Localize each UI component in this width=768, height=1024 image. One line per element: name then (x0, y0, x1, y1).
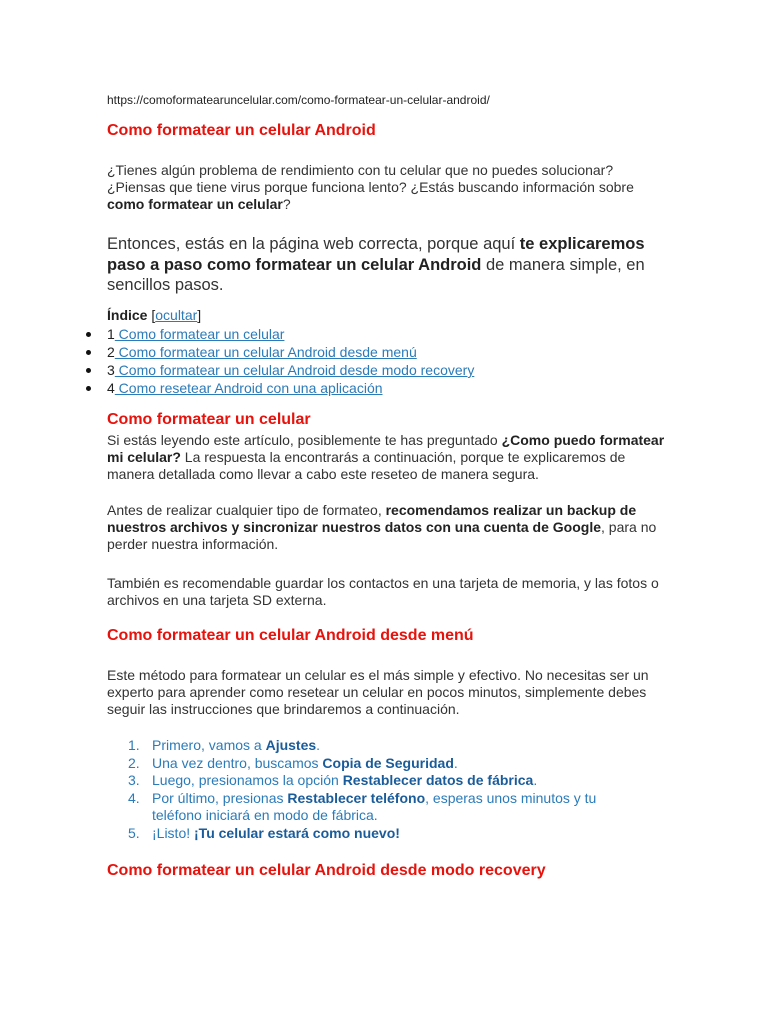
section2-paragraph-1: Este método para formatear un celular es el más simple y efectivo. No necesitas ser un experto para aprender como resetear un celular en pocos minutos, simplemente debes seguir las instrucciones que brindaremos a continuación. (107, 667, 649, 717)
toc-toggle-link[interactable]: ocultar (155, 307, 198, 323)
list-item (107, 772, 647, 790)
step-number: 4. (128, 789, 140, 806)
section1-heading: Como formatear un celular (107, 411, 311, 428)
toc-label: Índice (107, 307, 148, 323)
step-bold: Ajustes (265, 737, 317, 753)
list-item (107, 790, 647, 825)
section1-paragraph-1 (107, 432, 667, 483)
steps-list (107, 737, 647, 842)
toc-bracket-open: [ (151, 307, 156, 323)
toc-header (107, 307, 201, 323)
toc-link-como-formatear[interactable]: Como formatear un celular (114, 326, 285, 342)
intro-paragraph-2 (107, 234, 687, 296)
toc-item-number: 3 (107, 362, 115, 378)
step-number: 3. (128, 772, 140, 788)
intro-paragraph-1 (107, 162, 667, 213)
section1-p1-text: Si estás leyendo este artículo, posiblemente te has preguntado (107, 432, 502, 448)
toc-item (0, 379, 474, 397)
toc-item (0, 343, 474, 361)
source-url: https://comoformatearuncelular.com/como-formatear-un-celular-android/ (107, 93, 490, 107)
list-item (107, 825, 647, 843)
step-number: 2. (128, 754, 140, 771)
step-bold: Copia de Seguridad (322, 754, 454, 771)
section1-p2-text: Antes de realizar cualquier tipo de formateo, (107, 502, 386, 518)
section3-heading: Como formatear un celular Android desde modo recovery (107, 862, 546, 879)
step-text: Luego, presionamos la opción (152, 772, 343, 788)
toc-link-aplicacion[interactable]: Como resetear Android con una aplicación (114, 380, 383, 396)
intro-p2-end: de manera simple, en sencillos pasos. (107, 255, 645, 294)
section2-heading: Como formatear un celular Android desde menú (107, 627, 474, 644)
toc-item-number: 4 (107, 380, 115, 396)
section1-p2-bold: recomendamos realizar un backup de nuestros archivos y sincronizar nuestros datos con una cuenta de Google (107, 502, 637, 535)
intro-p1-end: ? (282, 196, 291, 212)
toc-item (0, 361, 474, 379)
toc-item-number: 1 (107, 326, 115, 342)
step-end: . (316, 737, 321, 753)
step-text: ¡Listo! (152, 824, 195, 841)
toc-item-number: 2 (107, 344, 115, 360)
intro-p2-bold: te explicaremos paso a paso como formatear un celular Android (107, 235, 645, 274)
toc-item (0, 325, 474, 343)
toc-link-desde-menu[interactable]: Como formatear un celular Android desde menú (114, 344, 417, 360)
intro-p1-bold: como formatear un celular (107, 196, 283, 212)
intro-p2-text: Entonces, estás en la página web correcta, porque aquí (107, 235, 520, 253)
toc-link-modo-recovery[interactable]: Como formatear un celular Android desde modo recovery (114, 362, 475, 378)
section1-paragraph-3: También es recomendable guardar los contactos en una tarjeta de memoria, y las fotos o archivos en una tarjeta SD externa. (107, 575, 659, 608)
section1-p1-end: La respuesta la encontrarás a continuación, porque te explicaremos de manera detallada como llevar a cabo este reseteo de manera segura. (107, 449, 626, 482)
intro-p1-text: ¿Tienes algún problema de rendimiento con tu celular que no puedes solucionar? ¿Piensas que tiene virus porque funciona lento? ¿Estás buscando información sobre (107, 162, 634, 195)
page-title: Como formatear un celular Android (107, 122, 376, 139)
step-bold: Restablecer datos de fábrica (342, 772, 534, 788)
toc-bracket-close: ] (197, 307, 202, 323)
list-item (107, 737, 647, 755)
step-end: . (453, 754, 458, 771)
step-bold: ¡Tu celular estará como nuevo! (194, 824, 400, 841)
list-item (107, 755, 647, 773)
table-of-contents (0, 325, 474, 397)
step-bold: Restablecer teléfono (287, 789, 426, 806)
step-text: Por último, presionas (152, 789, 288, 806)
step-end: , esperas unos minutos y tu teléfono iniciará en modo de fábrica. (152, 789, 597, 823)
section1-p1-bold: ¿Como puedo formatear mi celular? (107, 432, 665, 465)
step-text: Una vez dentro, buscamos (152, 754, 323, 771)
section1-paragraph-2 (107, 502, 667, 553)
step-number: 5. (128, 824, 140, 841)
section1-p2-end: , para no perder nuestra información. (107, 519, 657, 552)
step-text: Primero, vamos a (152, 737, 266, 753)
step-number: 1. (128, 737, 140, 753)
step-end: . (533, 772, 538, 788)
